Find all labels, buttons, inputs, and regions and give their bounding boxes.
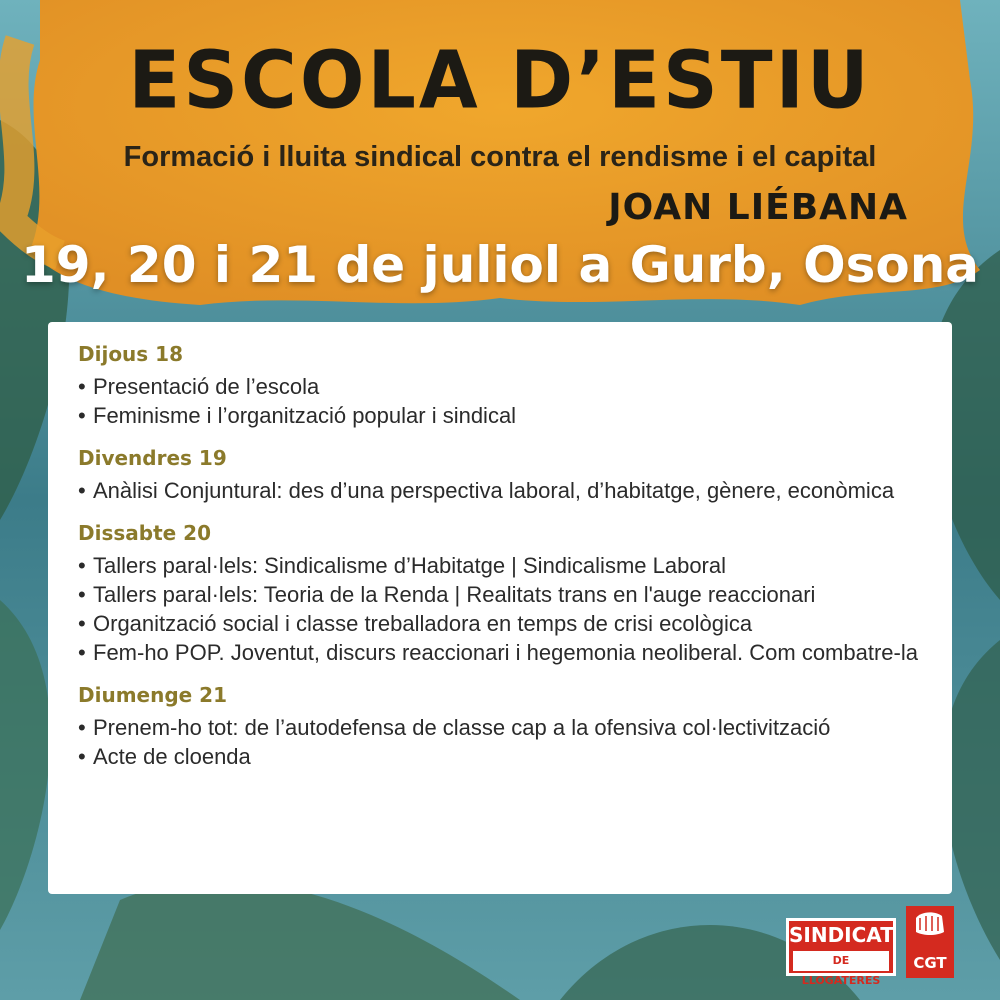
item-text: Organització social i classe treballadora en temps de crisi ecològica: [93, 611, 753, 636]
day-title: Dissabte 20: [78, 521, 211, 545]
bullet-icon: •: [78, 403, 86, 428]
list-item: [78, 638, 922, 667]
fist-icon: [906, 906, 954, 956]
item-text: Acte de cloenda: [93, 744, 251, 769]
item-text: Anàlisi Conjuntural: des d’una perspectiva laboral, d’habitatge, gènere, econòmica: [93, 478, 895, 503]
bullet-icon: •: [78, 715, 86, 740]
bullet-icon: •: [78, 640, 86, 665]
list-item: [78, 476, 922, 505]
day-section-diumenge: [78, 683, 922, 771]
list-item: [78, 713, 922, 742]
day-section-divendres: [78, 446, 922, 505]
bullet-icon: •: [78, 744, 86, 769]
item-list: [78, 551, 922, 667]
day-title: Divendres 19: [78, 446, 227, 470]
bullet-icon: •: [78, 553, 86, 578]
author-name: JOAN LIÉBANA: [608, 187, 908, 228]
item-text: Feminisme i l’organització popular i sindical: [93, 403, 517, 428]
list-item: [78, 401, 922, 430]
item-text: Tallers paral·lels: Teoria de la Renda | Realitats trans en l'auge reaccionari: [93, 582, 816, 607]
item-list: [78, 372, 922, 430]
subtitle: Formació i lluita sindical contra el rendisme i el capital: [123, 141, 877, 173]
list-item: [78, 742, 922, 771]
logo-subtext: DE LLOGATERES: [793, 951, 889, 971]
day-section-dijous: [78, 342, 922, 430]
item-list: [78, 713, 922, 771]
cgt-logo: [906, 906, 954, 978]
list-item: [78, 580, 922, 609]
day-section-dissabte: [78, 521, 922, 667]
page-title: ESCOLA D’ESTIU: [128, 32, 872, 127]
day-title: Dijous 18: [78, 342, 183, 366]
sindicat-de-llogateres-logo: [786, 918, 896, 987]
item-list: [78, 476, 922, 505]
program-card: [48, 322, 952, 894]
logo-text: SINDICAT: [789, 923, 894, 947]
bullet-icon: •: [78, 478, 86, 503]
item-text: Fem-ho POP. Joventut, discurs reaccionari i hegemonia neoliberal. Com combatre-la: [93, 640, 918, 665]
list-item: [78, 372, 922, 401]
event-dates: 19, 20 i 21 de juliol a Gurb, Osona: [20, 236, 980, 294]
bullet-icon: •: [78, 582, 86, 607]
item-text: Presentació de l’escola: [93, 374, 320, 399]
day-title: Diumenge 21: [78, 683, 228, 707]
list-item: [78, 609, 922, 638]
list-item: [78, 551, 922, 580]
bullet-icon: •: [78, 611, 86, 636]
bullet-icon: •: [78, 374, 86, 399]
item-text: Tallers paral·lels: Sindicalisme d’Habitatge | Sindicalisme Laboral: [93, 553, 727, 578]
logo-text: CGT: [913, 954, 947, 972]
item-text: Prenem-ho tot: de l’autodefensa de classe cap a la ofensiva col·lectivització: [93, 715, 831, 740]
